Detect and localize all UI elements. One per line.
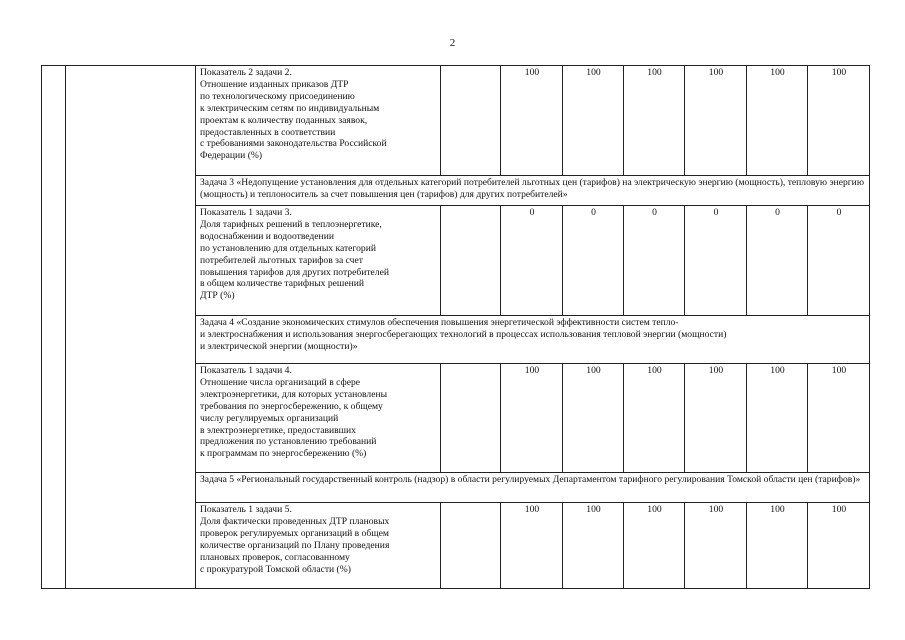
row-number-cell xyxy=(42,66,66,589)
program-name-cell xyxy=(66,66,196,589)
value-cell: 0 xyxy=(685,206,747,316)
value-cell: 100 xyxy=(501,503,563,589)
page-number: 2 xyxy=(449,37,456,49)
value-cell: 100 xyxy=(624,66,685,176)
value-cell: 100 xyxy=(808,364,870,473)
value-cell: 100 xyxy=(501,364,563,473)
value-cell: 100 xyxy=(624,364,685,473)
value-cell: 0 xyxy=(501,206,563,316)
value-cell: 0 xyxy=(563,206,624,316)
value-cell: 100 xyxy=(685,66,747,176)
unit-cell xyxy=(441,206,501,316)
value-cell: 100 xyxy=(685,503,747,589)
indicator-text: Показатель 1 задачи 3. Доля тарифных решений в теплоэнергетике, водоснабжении и водоотведении по установлению для отдельных категорий потребителей льготных тарифов за счет повышения тарифов для других потребителей в общем количестве тарифных решений ДТР (%) xyxy=(196,206,441,316)
value-cell: 100 xyxy=(563,364,624,473)
task-text: Задача 4 «Создание экономических стимулов обеспечения повышения энергетической эффективности систем тепло- и электроснабжения и использования энергосберегающих технологий в процессах использования тепловой энергии (мощности) и электрической энергии (мощности)» xyxy=(196,316,870,364)
value-cell: 100 xyxy=(685,364,747,473)
value-cell: 0 xyxy=(747,206,808,316)
unit-cell xyxy=(441,503,501,589)
indicators-table xyxy=(41,65,870,589)
value-cell: 100 xyxy=(747,503,808,589)
unit-cell xyxy=(441,66,501,176)
value-cell: 100 xyxy=(563,66,624,176)
value-cell: 100 xyxy=(747,66,808,176)
unit-cell xyxy=(441,364,501,473)
indicator-row xyxy=(42,66,870,176)
task-text: Задача 3 «Недопущение установления для отдельных категорий потребителей льготных цен (тарифов) на электрическую энергию (мощность), тепловую энергию (мощность) и теплоноситель за счет повышения цен (тарифов) для других потребителей» xyxy=(196,176,870,206)
value-cell: 100 xyxy=(808,66,870,176)
value-cell: 100 xyxy=(563,503,624,589)
value-cell: 0 xyxy=(624,206,685,316)
indicator-text: Показатель 2 задачи 2. Отношение изданных приказов ДТР по технологическому присоединению к электрическим сетям по индивидуальным проектам к количеству поданных заявок, предоставленных в соответствии с требованиями законодательства Российской Федерации (%) xyxy=(196,66,441,176)
indicator-text: Показатель 1 задачи 5. Доля фактически проведенных ДТР плановых проверок регулируемых организаций в общем количестве организаций по Плану проведения плановых проверок, согласованному с прокуратурой Томской области (%) xyxy=(196,503,441,589)
task-text: Задача 5 «Региональный государственный контроль (надзор) в области регулируемых Департаментом тарифного регулирования Томской области цен (тарифов)» xyxy=(196,473,870,503)
value-cell: 100 xyxy=(501,66,563,176)
indicator-text: Показатель 1 задачи 4. Отношение числа организаций в сфере электроэнергетики, для которых установлены требования по энергосбережению, к общему числу регулируемых организаций в электроэнергетике, предоставивших предложения по установлению требований к программам по энергосбережению (%) xyxy=(196,364,441,473)
value-cell: 100 xyxy=(747,364,808,473)
value-cell: 100 xyxy=(624,503,685,589)
value-cell: 0 xyxy=(808,206,870,316)
value-cell: 100 xyxy=(808,503,870,589)
